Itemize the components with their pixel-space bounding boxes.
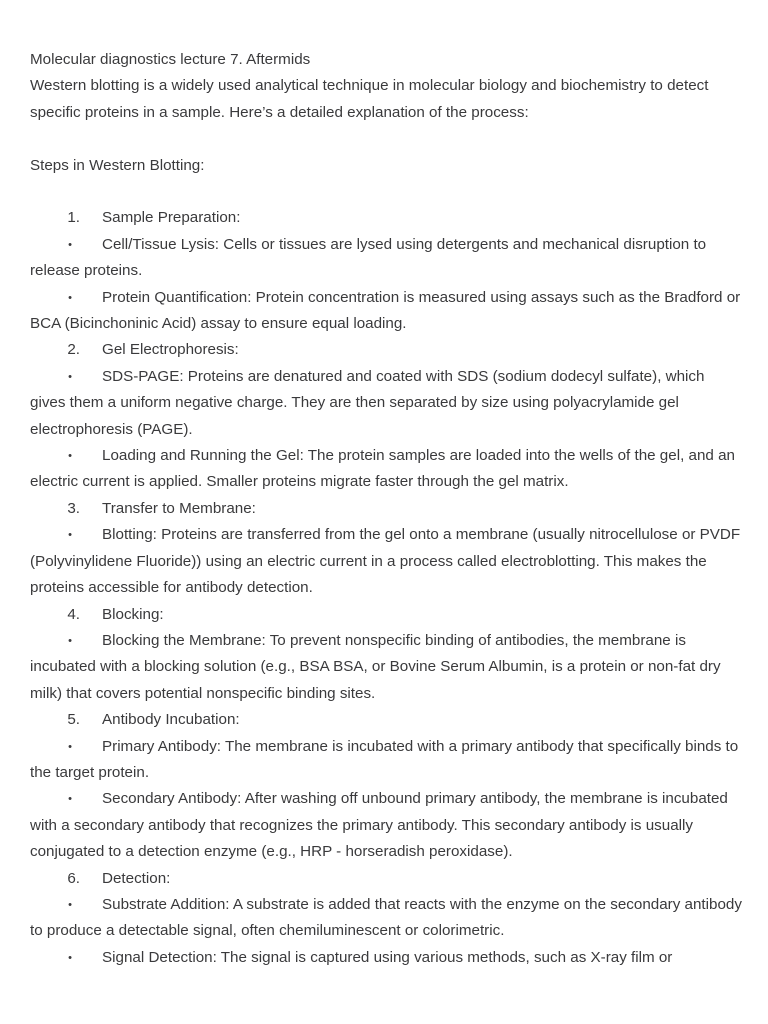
steps-heading: Steps in Western Blotting: — [30, 156, 205, 174]
bullet-glyph: • — [68, 529, 72, 542]
document-title: Molecular diagnostics lecture 7. Aftermids — [30, 51, 311, 68]
bullet-text: Protein Quantification: Protein concentration is measured using assays such as the Bradford or BCA (Bicinchoninic Acid) assay to ensure equal loading. — [30, 288, 741, 333]
bullet-text: Signal Detection: The signal is captured using various methods, such as X-ray film or — [102, 948, 673, 966]
blank-line — [30, 126, 742, 152]
bullet-glyph: • — [68, 370, 72, 383]
bullet-glyph: • — [68, 740, 72, 753]
step-bullet — [30, 786, 742, 865]
document-body — [30, 47, 742, 971]
step-bullet — [30, 734, 742, 787]
bullet-glyph: • — [68, 793, 72, 806]
step-bullet — [30, 945, 742, 971]
step-item — [30, 707, 742, 733]
step-item — [30, 866, 742, 892]
step-bullet — [30, 232, 742, 285]
step-bullet — [30, 628, 742, 707]
step-item — [30, 205, 742, 231]
step-title: Transfer to Membrane: — [102, 499, 256, 517]
step-number: 1. — [67, 209, 80, 227]
bullet-glyph: • — [68, 634, 72, 647]
bullet-glyph: • — [68, 951, 72, 964]
bullet-text: Blocking the Membrane: To prevent nonspecific binding of antibodies, the membrane is incubated with a blocking solution (e.g., BSA BSA, or Bovine Serum Albumin, is a protein or non-fat dry milk) that covers potential nonspecific binding sites. — [30, 631, 721, 702]
step-title: Sample Preparation: — [102, 209, 241, 227]
bullet-text: Primary Antibody: The membrane is incubated with a primary antibody that specifically binds to the target protein. — [30, 737, 739, 781]
bullet-glyph: • — [68, 291, 72, 304]
step-item — [30, 337, 742, 363]
step-title: Antibody Incubation: — [102, 711, 240, 729]
step-item — [30, 496, 742, 522]
bullet-glyph: • — [68, 450, 72, 463]
bullet-text: Cell/Tissue Lysis: Cells or tissues are lysed using detergents and mechanical disruption to release proteins. — [30, 235, 707, 280]
step-number: 4. — [67, 605, 80, 623]
step-number: 6. — [67, 869, 80, 887]
step-item — [30, 602, 742, 628]
blank-line — [30, 179, 742, 205]
step-bullet — [30, 285, 742, 338]
step-title: Blocking: — [102, 605, 164, 623]
bullet-text: Substrate Addition: A substrate is added that reacts with the enzyme on the secondary antibody to produce a detectable signal, often chemiluminescent or colorimetric. — [30, 895, 742, 940]
step-bullet — [30, 443, 742, 496]
step-number: 3. — [67, 499, 80, 517]
step-bullet — [30, 364, 742, 443]
step-number: 2. — [67, 341, 80, 359]
step-bullet — [30, 892, 742, 945]
bullet-text: Blotting: Proteins are transferred from the gel onto a membrane (usually nitrocellulose or PVDF (Polyvinylidene Fluoride)) using an electric current in a process called electroblotting. This makes the proteins accessible for antibody detection. — [30, 526, 741, 597]
intro-paragraph: Western blotting is a widely used analytical technique in molecular biology and biochemistry to detect specific proteins in a sample. Here’s a detailed explanation of the process: — [30, 77, 709, 121]
step-bullet — [30, 522, 742, 601]
bullet-text: Loading and Running the Gel: The protein samples are loaded into the wells of the gel, and an electric current is applied. Smaller proteins migrate faster through the gel matrix. — [30, 447, 735, 491]
step-title: Gel Electrophoresis: — [102, 341, 239, 359]
bullet-text: Secondary Antibody: After washing off unbound primary antibody, the membrane is incubated with a secondary antibody that recognizes the primary antibody. This secondary antibody is usually conjugated to a detection enzyme (e.g., HRP - horseradish peroxidase). — [30, 790, 728, 861]
step-title: Detection: — [102, 869, 171, 887]
step-number: 5. — [67, 711, 80, 729]
bullet-glyph: • — [68, 238, 72, 251]
bullet-text: SDS-PAGE: Proteins are denatured and coated with SDS (sodium dodecyl sulfate), which gives them a uniform negative charge. They are then separated by size using polyacrylamide gel electrophoresis (PAGE). — [30, 367, 705, 438]
bullet-glyph: • — [68, 898, 72, 911]
